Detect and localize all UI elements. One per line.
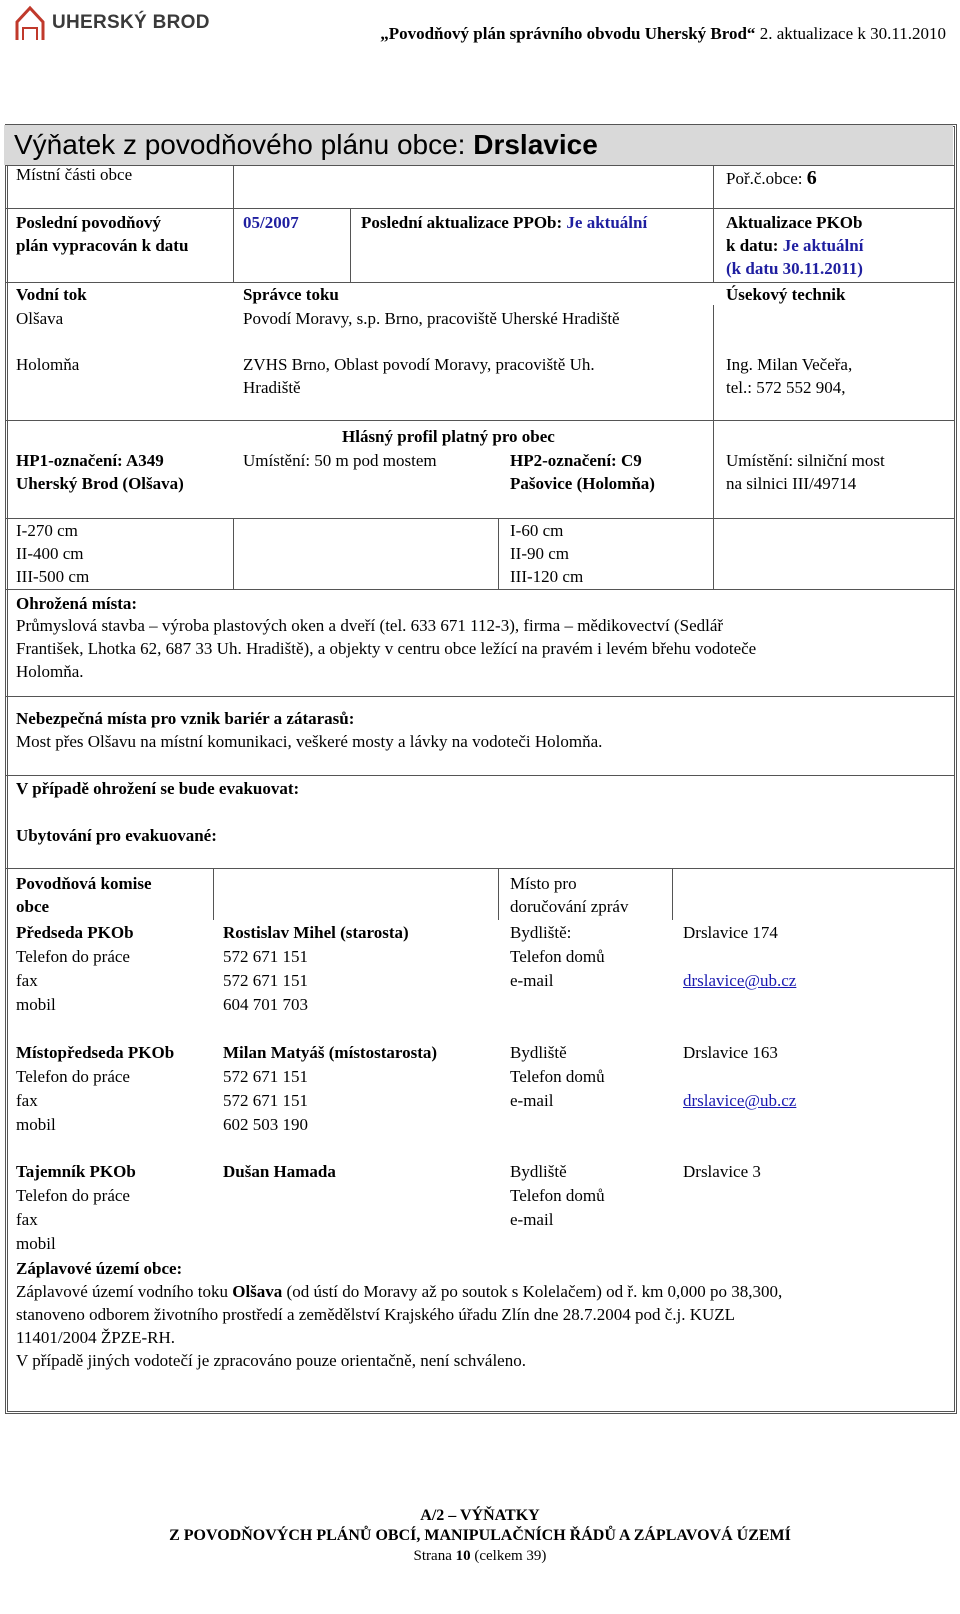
hp1-label: HP1-označení: [16, 451, 127, 470]
last-plan-label-line1: Poslední povodňový [16, 213, 162, 232]
pkob-update-value: Je aktuální [782, 236, 864, 255]
floodplain-text-line1 [16, 1280, 782, 1304]
page-total: (celkem 39) [470, 1548, 547, 1564]
profiles-heading: Hlásný profil platný pro obec [342, 427, 555, 446]
floodplain-text-line4: V případě jiných vodotečí je zpracováno pouze orientačně, není schváleno. [16, 1351, 526, 1370]
divider [5, 775, 955, 776]
castle-logo-icon [14, 4, 46, 42]
residence-label: Bydliště [510, 1043, 567, 1062]
commission-label-line2: obce [16, 897, 50, 916]
evacuation-heading: V případě ohrožení se bude evakuovat: [16, 779, 300, 798]
residence-label: Bydliště: [510, 923, 572, 942]
member-name: Milan Matyáš (místostarosta) [223, 1043, 438, 1062]
hp2-label: HP2-označení: [510, 451, 621, 470]
page-prefix: Strana [413, 1548, 456, 1564]
hp2-level: II-90 cm [510, 544, 570, 563]
threatened-heading: Ohrožená místa: [16, 594, 138, 613]
watercourse-header: Vodní tok [16, 285, 87, 304]
watercourse-manager: ZVHS Brno, Oblast povodí Moravy, pracoviště Uh. [243, 355, 595, 374]
barriers-text: Most přes Olšavu na místní komunikaci, veškeré mosty a lávky na vodoteči Holomňa. [16, 732, 603, 751]
hp2-level: I-60 cm [510, 521, 564, 540]
section-technician-phone: tel.: 572 552 904, [726, 378, 846, 397]
floodplain-text-line2: stanoveno odborem životního prostředí a zemědělství Krajského úřadu Zlín dne 28.7.2004 pod č.j. KUZL [16, 1305, 736, 1324]
hp2-place: Pašovice (Holomňa) [510, 474, 655, 493]
work-phone-value: 572 671 151 [223, 1067, 308, 1086]
residence-label: Bydliště [510, 1162, 567, 1181]
pkob-update-line1: Aktualizace PKOb [726, 213, 863, 232]
divider [5, 696, 955, 697]
hp1-level: II-400 cm [16, 544, 84, 563]
fax-label: fax [16, 971, 38, 990]
pkob-update-line2 [726, 234, 863, 258]
mobile-value: 602 503 190 [223, 1115, 308, 1134]
divider [498, 518, 499, 589]
divider [498, 868, 499, 920]
residence-value: Drslavice 3 [683, 1162, 761, 1181]
technician-header: Úsekový technik [726, 285, 846, 304]
hp2-designation [510, 449, 642, 473]
footer-section: A/2 – VÝŇATKY [420, 1507, 540, 1524]
divider [672, 868, 673, 920]
work-phone-label: Telefon do práce [16, 1186, 130, 1205]
member-name: Rostislav Mihel (starosta) [223, 923, 409, 942]
order-label: Poř.č.obce: [726, 169, 807, 188]
watercourse-manager: Povodí Moravy, s.p. Brno, pracoviště Uherské Hradiště [243, 309, 620, 328]
home-phone-label: Telefon domů [510, 1067, 605, 1086]
divider [5, 518, 955, 519]
hp1-location: Umístění: 50 m pod mostem [243, 451, 437, 470]
city-logo [14, 4, 210, 42]
watercourse-name: Holomňa [16, 355, 80, 374]
work-phone-value: 572 671 151 [223, 947, 308, 966]
member-name: Dušan Hamada [223, 1162, 336, 1181]
fax-label: fax [16, 1210, 38, 1229]
section-title-prefix: Výňatek z povodňového plánu obce: [14, 129, 474, 160]
hp2-level: III-120 cm [510, 567, 584, 586]
last-update [361, 211, 647, 235]
member-role: Tajemník PKOb [16, 1162, 136, 1181]
last-update-value: Je aktuální [566, 213, 648, 232]
parts-label: Místní části obce [16, 165, 133, 184]
document-title-update: 2. aktualizace k 30.11.2010 [755, 24, 946, 43]
floodplain-heading: Záplavové území obce: [16, 1259, 183, 1278]
email-label: e-mail [510, 971, 554, 990]
hp2-location-cont: na silnici III/49714 [726, 474, 857, 493]
threatened-text-line2: František, Lhotka 62, 687 33 Uh. Hradiště), a objekty v centru obce ležící na pravém i levém břehu vodoteče [16, 639, 757, 658]
divider [713, 420, 714, 589]
fax-value: 572 671 151 [223, 1091, 308, 1110]
delivery-label-line1: Místo pro [510, 874, 577, 893]
mobile-label: mobil [16, 995, 56, 1014]
manager-header: Správce toku [243, 285, 339, 304]
divider [350, 208, 351, 282]
municipality-name: Drslavice [473, 129, 598, 160]
last-update-label: Poslední aktualizace PPOb: [361, 213, 567, 232]
floodplain-text-rest: (od ústí do Moravy až po soutok s Kolelačem) od ř. km 0,000 po 38,300, [282, 1282, 783, 1301]
home-phone-label: Telefon domů [510, 1186, 605, 1205]
divider [213, 868, 214, 920]
hp1-level: I-270 cm [16, 521, 78, 540]
email-link[interactable]: drslavice@ub.cz [683, 1091, 797, 1110]
section-title [14, 125, 598, 165]
hp1-level: III-500 cm [16, 567, 90, 586]
divider [5, 208, 955, 209]
fax-value: 572 671 151 [223, 971, 308, 990]
hp1-place: Uherský Brod (Olšava) [16, 474, 184, 493]
section-technician: Ing. Milan Večeřa, [726, 355, 853, 374]
divider [713, 165, 714, 282]
residence-value: Drslavice 174 [683, 923, 778, 942]
mobile-label: mobil [16, 1234, 56, 1253]
divider [5, 868, 955, 869]
last-plan-date: 05/2007 [243, 213, 299, 232]
hp1-designation [16, 449, 164, 473]
watercourse-manager-cont: Hradiště [243, 378, 301, 397]
commission-label-line1: Povodňová komise [16, 874, 152, 893]
mobile-label: mobil [16, 1115, 56, 1134]
hp2-code: C9 [620, 451, 642, 470]
document-title-main: „Povodňový plán správního obvodu Uherský Brod“ [380, 24, 756, 43]
hp1-code: A349 [126, 451, 164, 470]
logo-text: UHERSKÝ BROD [52, 12, 210, 33]
barriers-heading: Nebezpečná místa pro vznik bariér a zátarasů: [16, 709, 355, 728]
email-link[interactable]: drslavice@ub.cz [683, 971, 797, 990]
order-value: 6 [806, 167, 817, 189]
page-current: 10 [455, 1548, 471, 1564]
divider [713, 305, 714, 420]
last-plan-label-line2: plán vypracován k datu [16, 236, 189, 255]
email-label: e-mail [510, 1210, 554, 1229]
home-phone-label: Telefon domů [510, 947, 605, 966]
pkob-update-line3: (k datu 30.11.2011) [726, 259, 863, 278]
fax-label: fax [16, 1091, 38, 1110]
hp2-location: Umístění: silniční most [726, 451, 885, 470]
member-role: Místopředseda PKOb [16, 1043, 175, 1062]
work-phone-label: Telefon do práce [16, 1067, 130, 1086]
document-title [380, 24, 946, 44]
floodplain-text-line3: 11401/2004 ŽPZE-RH. [16, 1328, 175, 1347]
mobile-value: 604 701 703 [223, 995, 308, 1014]
floodplain-text-start: Záplavové území vodního toku [16, 1282, 233, 1301]
work-phone-label: Telefon do práce [16, 947, 130, 966]
floodplain-river: Olšava [232, 1282, 283, 1301]
divider [233, 518, 234, 589]
delivery-label-line2: doručování zpráv [510, 897, 629, 916]
accommodation-heading: Ubytování pro evakuované: [16, 826, 217, 845]
divider [233, 165, 234, 282]
email-label: e-mail [510, 1091, 554, 1110]
member-role: Předseda PKOb [16, 923, 134, 942]
municipality-order [726, 166, 817, 191]
pkob-update-label: k datu: [726, 236, 783, 255]
divider [5, 589, 955, 590]
footer-subtitle: Z POVODŇOVÝCH PLÁNŮ OBCÍ, MANIPULAČNÍCH ŘÁDŮ A ZÁPLAVOVÁ ÚZEMÍ [169, 1527, 791, 1544]
page-number [0, 1546, 960, 1566]
threatened-text-line1: Průmyslová stavba – výroba plastových oken a dveří (tel. 633 671 112-3), firma – mědikovectví (Sedlář [16, 616, 724, 635]
divider [5, 420, 955, 421]
threatened-text-line3: Holomňa. [16, 662, 84, 681]
residence-value: Drslavice 163 [683, 1043, 778, 1062]
watercourse-name: Olšava [16, 309, 64, 328]
